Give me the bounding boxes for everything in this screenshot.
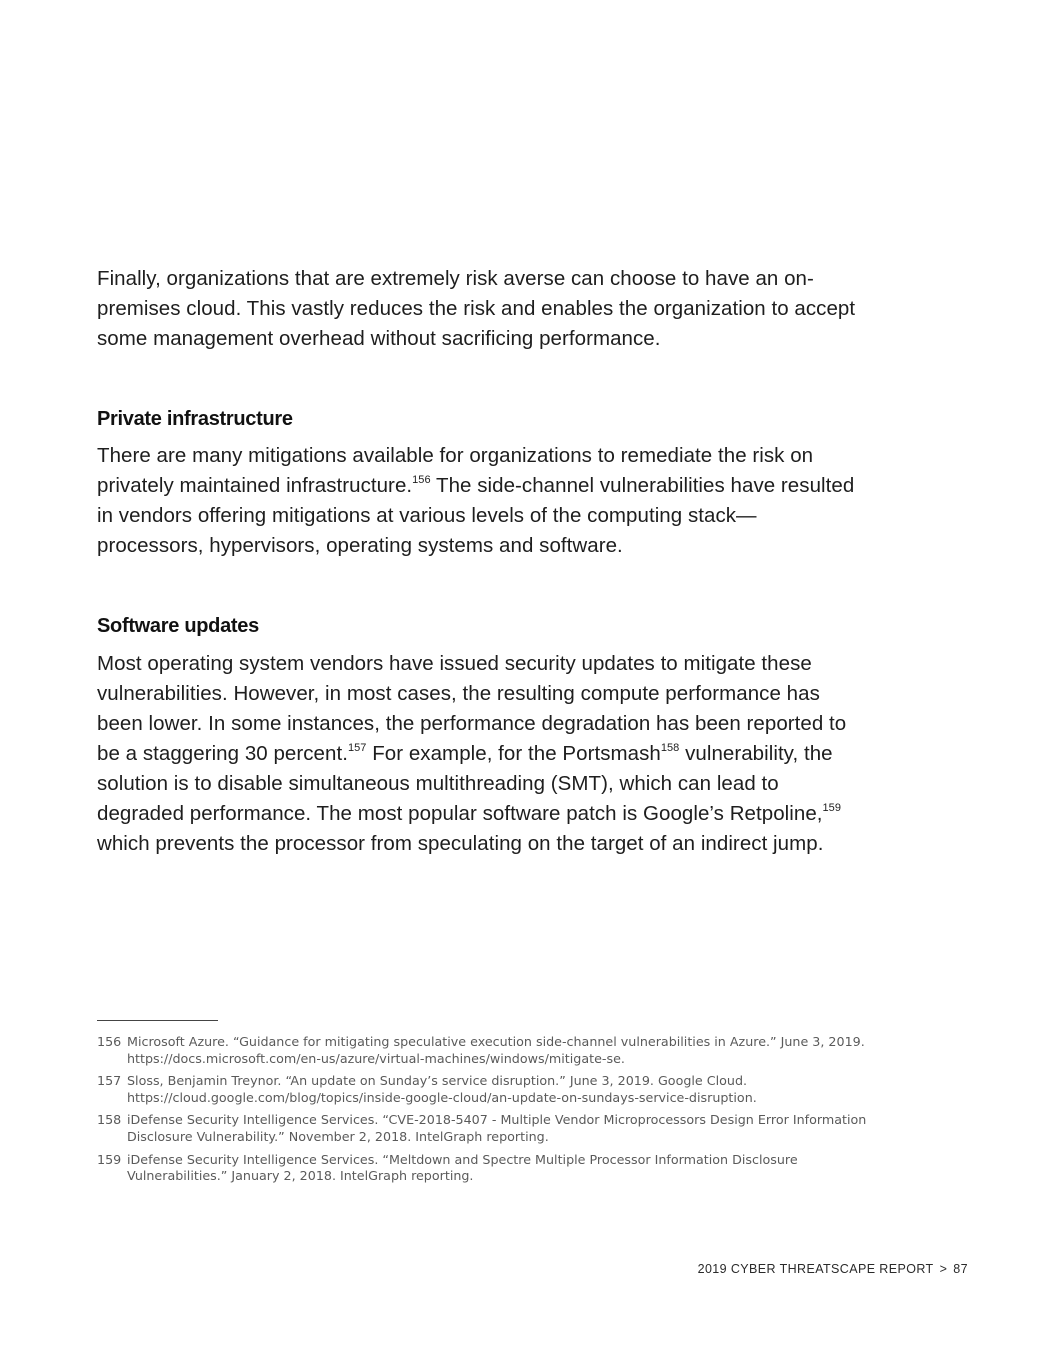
paragraph-text: Most operating system vendors have issued security updates to mitigate these vulnerabilities. However, in most cases, the resulting compute performance has been lower. In some instances, the performance degradation has been reported to be a staggering 30 percent. — [97, 652, 847, 765]
section-heading-private-infrastructure: Private infrastructure — [97, 408, 293, 430]
footnote-number: 157 — [97, 1073, 122, 1089]
software-updates-paragraph — [97, 649, 857, 859]
footnote-ref-156[interactable]: 156 — [412, 474, 431, 487]
footnote-159 — [97, 1152, 867, 1185]
footnote-ref-158[interactable]: 158 — [660, 742, 680, 755]
footnote-156 — [97, 1034, 867, 1067]
paragraph-text: vulnerability, the solution is to disable simultaneous multithreading (SMT), which can lead to degraded performance. The most popular software patch is Google’s Retpoline, — [97, 742, 833, 825]
footer-separator: > — [939, 1262, 948, 1276]
footnote-ref-157[interactable]: 157 — [347, 742, 367, 755]
footnote-text: Sloss, Benjamin Treynor. “An update on Sunday’s service disruption.” June 3, 2019. Google Cloud. https://cloud.google.com/blog/topics/inside-google-cloud/an-update-on-sundays-service-disruption. — [127, 1073, 757, 1105]
intro-paragraph: Finally, organizations that are extremely risk averse can choose to have an on-premises cloud. This vastly reduces the risk and enables the organization to accept some management overhead without sacrificing performance. — [97, 267, 856, 350]
paragraph-text: There are many mitigations available for organizations to remediate the risk on privately maintained infrastructure. — [97, 444, 814, 497]
paragraph-text: which prevents the processor from speculating on the target of an indirect jump. — [97, 832, 824, 855]
footnote-text: iDefense Security Intelligence Services. “CVE-2018-5407 - Multiple Vendor Microprocessors Design Error Information Disclosure Vulnerability.” November 2, 2018. IntelGraph reporting. — [127, 1112, 867, 1144]
footnote-ref-159[interactable]: 159 — [822, 802, 842, 815]
main-content — [97, 264, 857, 859]
paragraph-text: For example, for the Portsmash — [366, 742, 661, 765]
footnote-text: Microsoft Azure. “Guidance for mitigating speculative execution side-channel vulnerabilities in Azure.” June 3, 2019. https://docs.microsoft.com/en-us/azure/virtual-machines/windows/mitigate-se. — [127, 1034, 865, 1066]
footnote-158 — [97, 1112, 867, 1145]
footnote-number: 158 — [97, 1112, 122, 1128]
footnote-text: iDefense Security Intelligence Services. “Meltdown and Spectre Multiple Processor Information Disclosure Vulnerabilities.” January 2, 2018. IntelGraph reporting. — [127, 1151, 798, 1184]
footnotes — [97, 1034, 867, 1191]
page-footer — [698, 1262, 968, 1276]
footnote-number: 156 — [97, 1034, 122, 1049]
private-infrastructure-paragraph — [97, 441, 857, 561]
report-title: 2019 CYBER THREATSCAPE REPORT — [697, 1262, 934, 1276]
footnote-divider — [97, 1020, 218, 1021]
paragraph-text: The side-channel vulnerabilities have resulted in vendors offering mitigations at various levels of the computing stack—processors, hypervisors, operating systems and software. — [97, 474, 855, 557]
footnote-number: 159 — [97, 1151, 122, 1167]
page-number: 87 — [953, 1262, 968, 1276]
section-heading-software-updates: Software updates — [97, 615, 259, 637]
footnote-157 — [97, 1073, 867, 1106]
